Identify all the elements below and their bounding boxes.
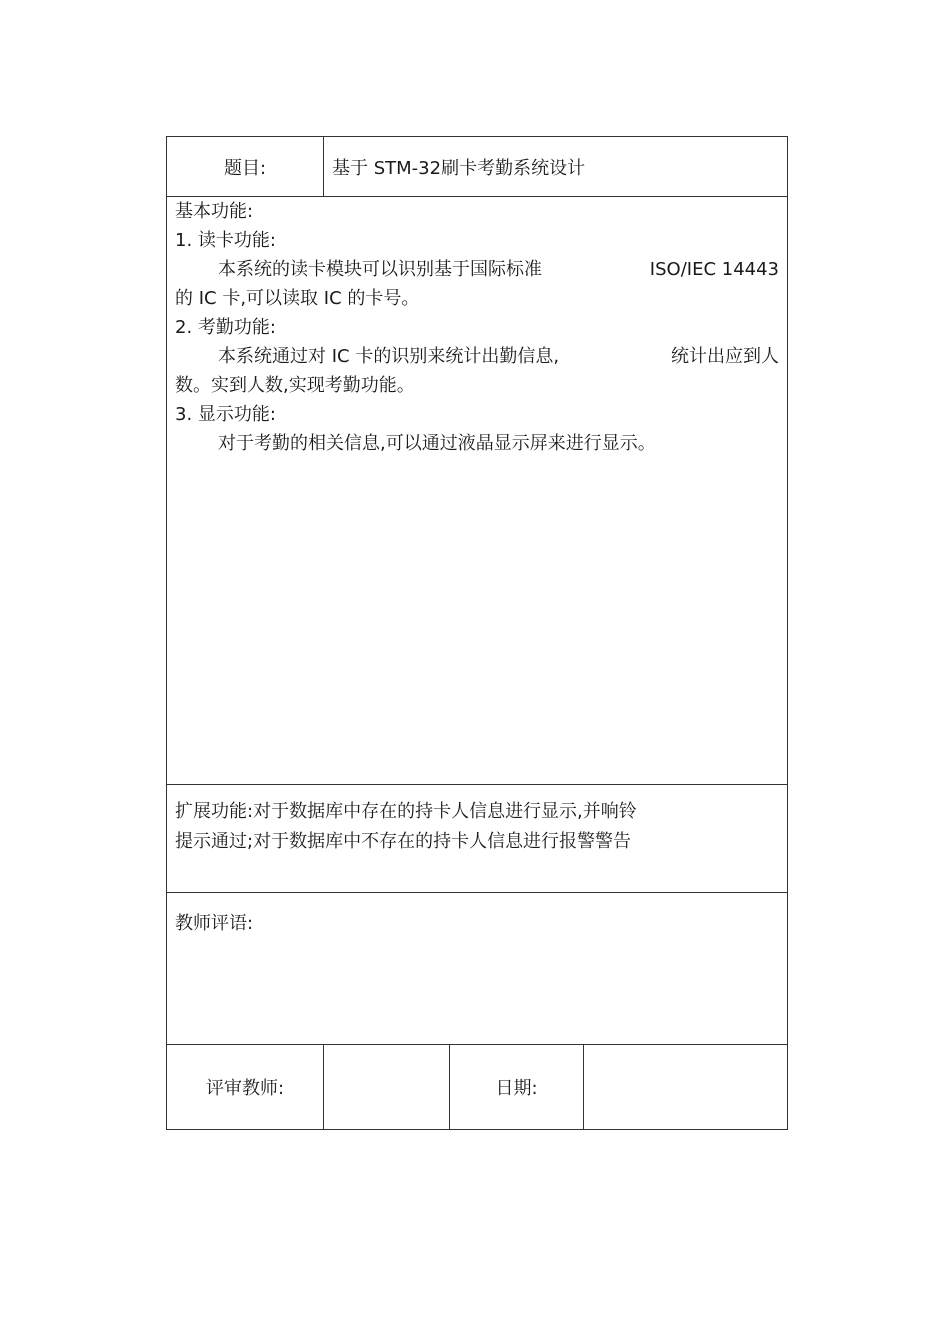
title-label: 题目: <box>167 137 324 196</box>
teacher-comment-section <box>167 893 787 1045</box>
title-row <box>167 137 787 197</box>
extension-functions-section <box>167 785 787 893</box>
date-label: 日期: <box>450 1045 584 1129</box>
extension-line1: 扩展功能:对于数据库中存在的持卡人信息进行显示,并响铃 <box>175 801 637 822</box>
attendance-line2: 数。实到人数,实现考勤功能。 <box>175 375 415 396</box>
display-heading: 3. 显示功能: <box>175 404 276 425</box>
attendance-line1-left: 本系统通过对 IC 卡的识别来统计出勤信息, <box>218 346 560 367</box>
basic-functions-heading: 基本功能: <box>175 201 254 222</box>
card-reading-line2: 的 IC 卡,可以读取 IC 的卡号。 <box>175 288 420 309</box>
signature-row <box>167 1045 787 1129</box>
teacher-comment-label: 教师评语: <box>175 913 254 934</box>
title-value: 基于 STM-32刷卡考勤系统设计 <box>332 157 586 179</box>
display-line1: 对于考勤的相关信息,可以通过液晶显示屏来进行显示。 <box>218 433 656 454</box>
reviewer-value-cell <box>324 1045 450 1129</box>
basic-functions-section <box>167 197 787 785</box>
attendance-line1 <box>175 342 779 371</box>
date-value-cell <box>584 1045 787 1129</box>
attendance-line1-right: 统计出应到人 <box>671 346 779 367</box>
card-reading-heading: 1. 读卡功能: <box>175 230 276 251</box>
card-reading-line1-left: 本系统的读卡模块可以识别基于国际标准 <box>218 259 542 280</box>
reviewer-label: 评审教师: <box>167 1045 324 1129</box>
extension-line2: 提示通过;对于数据库中不存在的持卡人信息进行报警警告 <box>175 831 632 852</box>
card-reading-line1-right: ISO/IEC 14443 <box>649 259 779 280</box>
assignment-form-table <box>166 136 788 1130</box>
card-reading-line1 <box>175 255 779 284</box>
attendance-heading: 2. 考勤功能: <box>175 317 276 338</box>
